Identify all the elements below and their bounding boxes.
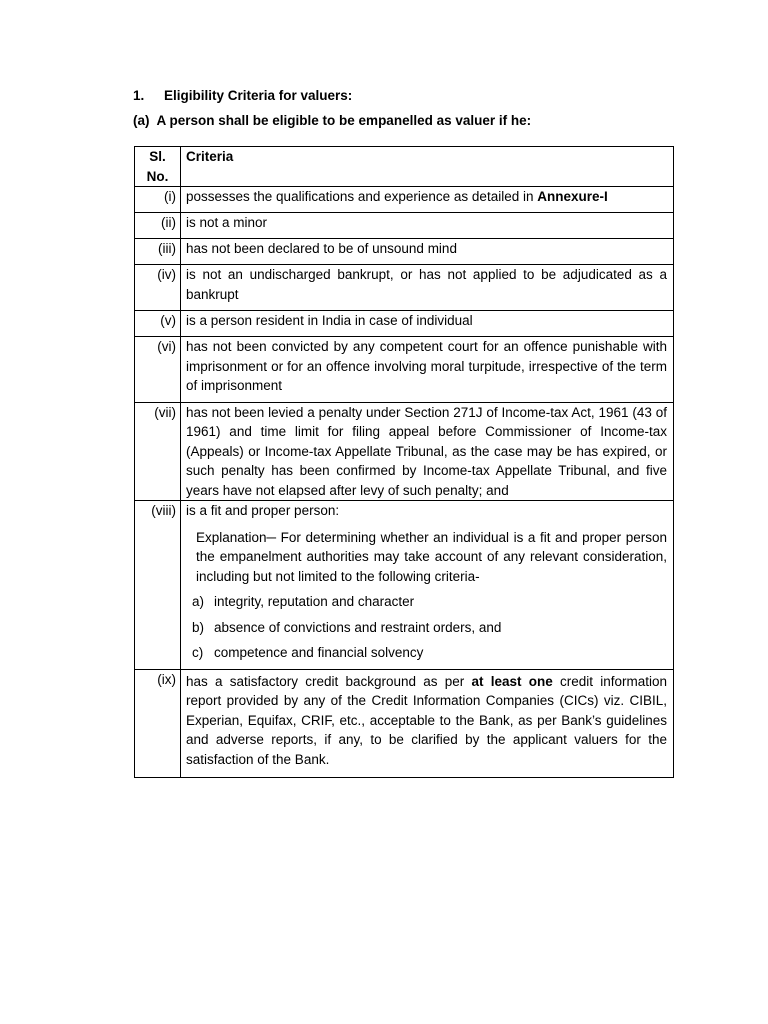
row-text: has not been levied a penalty under Section 271J of Income-tax Act, 1961 (43 of 1961) and time limit for filing appeal before Commissioner of Income-tax (Appeals) or Income-tax Appellate Tribunal, as the case may be has expired, or such penalty has been confirmed by Income-tax Appellate Tribunal, and five years have not elapsed after levy of such penalty; and	[181, 402, 674, 501]
emphasis-text: at least one	[471, 673, 553, 689]
row-sl: (vi)	[135, 337, 181, 403]
row-sl: (vii)	[135, 402, 181, 501]
explanation: Explanation─ For determining whether an individual is a fit and proper person the empanelment authorities may take account of any relevant consideration, including but not limited to the following criteria-	[196, 529, 667, 584]
row-sl: (i)	[135, 187, 181, 213]
section-title: Eligibility Criteria for valuers:	[164, 88, 353, 103]
subsection-title: A person shall be eligible to be empanelled as valuer if he:	[156, 113, 532, 128]
subsection-label: (a)	[133, 113, 150, 128]
annexure-ref: Annexure-I	[537, 189, 608, 204]
table-row	[135, 402, 674, 501]
row-text: is not an undischarged bankrupt, or has not applied to be adjudicated as a bankrupt	[181, 265, 674, 311]
table-row	[135, 311, 674, 337]
table-row	[135, 239, 674, 265]
table-row	[135, 187, 674, 213]
row-text: is a fit and proper person: Explanation─ For determining whether an individual is a fit and proper person the empanelment authorities may take account of any relevant consideration, including but not limited to the following criteria- a) integrity, reputation and character b) absence of convictions and restraint orders, and c) competence and financial solvency	[181, 501, 674, 670]
list-item: b) absence of convictions and restraint orders, and	[192, 619, 502, 635]
table-row	[135, 265, 674, 311]
table-row	[135, 337, 674, 403]
table-row	[135, 213, 674, 239]
subsection-heading	[133, 113, 531, 128]
list-item: a) integrity, reputation and character	[192, 594, 415, 609]
section-number: 1.	[133, 88, 145, 103]
sl-no-header: Sl. No.	[135, 147, 181, 187]
table-row	[135, 669, 674, 778]
row-text: has not been convicted by any competent court for an offence punishable with imprisonment or for an offence involving moral turpitude, irrespective of the term of imprisonment	[181, 337, 674, 403]
table-row	[135, 501, 674, 670]
row-text: possesses the qualifications and experience as detailed in Annexure-I	[181, 187, 674, 213]
row-sl: (viii)	[135, 501, 181, 670]
row-sl: (iv)	[135, 265, 181, 311]
row-text: has not been declared to be of unsound mind	[181, 239, 674, 265]
criteria-header: Criteria	[181, 147, 674, 187]
section-heading	[133, 88, 352, 103]
row-sl: (iii)	[135, 239, 181, 265]
table-header-row	[135, 147, 674, 187]
row-sl: (ix)	[135, 669, 181, 778]
row-sl: (ii)	[135, 213, 181, 239]
row-text: is not a minor	[181, 213, 674, 239]
row-sl: (v)	[135, 311, 181, 337]
criteria-table	[134, 146, 674, 778]
row-text: is a person resident in India in case of individual	[181, 311, 674, 337]
list-item: c) competence and financial solvency	[192, 645, 424, 660]
row-text: has a satisfactory credit background as per at least one credit information report provided by any of the Credit Information Companies (CICs) viz. CIBIL, Experian, Equifax, CRIF, etc., acceptable to the Bank, as per Bank’s guidelines and adverse reports, if any, to be clarified by the applicant valuers for the satisfaction of the Bank.	[181, 669, 674, 778]
